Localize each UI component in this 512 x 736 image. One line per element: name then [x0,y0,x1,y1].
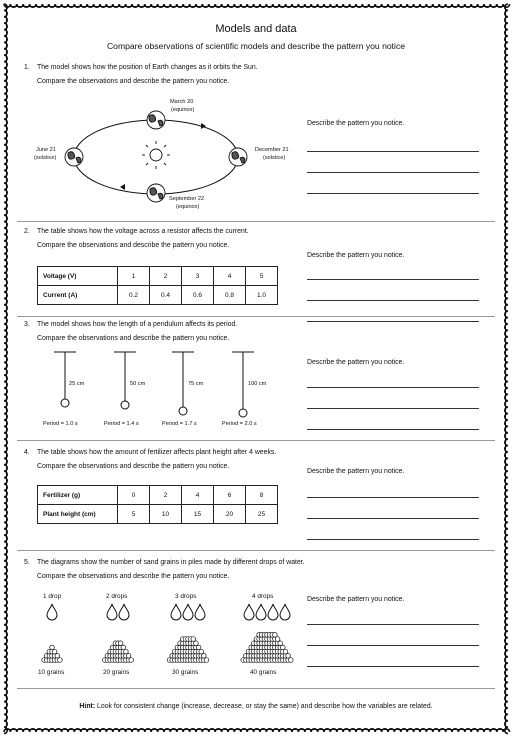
pendulum-bob [179,407,187,415]
sun-icon [142,141,170,169]
table-cell: 5 [118,505,150,524]
sand-grain [121,645,126,650]
pendulum-period: Period = 1.4 s [104,421,139,427]
orbit-path [74,120,238,194]
water-drop-icon [280,604,290,620]
orbit-label-june: June 21 [36,147,56,153]
table-cell: 0.6 [182,286,214,305]
table-cell: 25 [246,505,278,524]
drop-count-label: 3 drops [175,593,197,600]
table-cell: 6 [214,486,246,505]
pendulum-bob [239,409,247,417]
q5-describe-label: Describe the pattern you notice. [307,596,405,603]
q1-answer-line[interactable] [307,151,479,152]
water-drop-icon [244,604,254,620]
table-cell: 4 [214,267,246,286]
earth-icon [147,111,165,129]
orbit-label-september: September 22 [169,196,205,202]
grain-count-label: 10 grains [38,669,65,676]
q3-line2: Compare the observations and describe the pattern you notice. [37,335,230,342]
q4-line1: The table shows how the amount of fertilizer affects plant height after 4 weeks. [37,449,277,456]
sand-grain [118,641,123,646]
sand-grain [52,649,57,654]
table-cell: 2 [150,486,182,505]
sand-grain [273,633,278,638]
grain-count-label: 30 grains [172,669,199,676]
sand-grain [126,654,131,659]
sand-grain [278,641,283,646]
table-cell: 4 [182,486,214,505]
water-drop-icon [47,604,57,620]
sand-grain [289,658,294,663]
divider [17,316,495,317]
sand-grain [124,649,129,654]
table-cell: 3 [182,267,214,286]
orbit-arrow-icon [201,123,206,129]
hint-label: Hint: [79,703,96,710]
orbit-label-december: December 21 [255,147,289,153]
table-cell: 20 [214,505,246,524]
q4-answer-line[interactable] [307,518,479,519]
table-cell: 0.4 [150,286,182,305]
earth-icon [229,148,247,166]
water-drop-icon [107,604,117,620]
drop-count-label: 2 drops [106,593,128,600]
divider [17,550,495,551]
pendulum-bob [121,401,129,409]
q3-number: 3. [24,321,30,328]
sand-grain [202,654,207,659]
orbit-label-september-sub: (equinox) [176,204,200,210]
orbit-arrow-icon [120,184,125,190]
drop-count-label: 4 drops [252,593,274,600]
table-cell: 0.8 [214,286,246,305]
table-cell: 0 [118,486,150,505]
q2-line2: Compare the observations and describe the pattern you notice. [37,242,230,249]
sand-grain [129,658,134,663]
sand-grain [196,645,201,650]
q3-answer-line[interactable] [307,429,479,430]
sand-grain [58,658,63,663]
q4-table [37,485,278,524]
hint-text: Look for consistent change (increase, decrease, or stay the same) and describe how the variables are related. [97,703,433,710]
sand-grain [286,654,291,659]
table-header: Fertilizer (g) [38,486,118,505]
q3-answer-line[interactable] [307,408,479,409]
q1-line1: The model shows how the position of Earth changes as it orbits the Sun. [37,64,258,71]
q2-answer-line[interactable] [307,279,479,280]
divider [17,440,495,441]
q5-line2: Compare the observations and describe the pattern you notice. [37,573,230,580]
pendulum-length: 25 cm [69,381,85,387]
q1-answer-line[interactable] [307,172,479,173]
q3-answer-line[interactable] [307,387,479,388]
table-cell: 1 [118,267,150,286]
pendulum-bob [61,399,69,407]
q4-line2: Compare the observations and describe the pattern you notice. [37,463,230,470]
orbit-label-june-sub: (solstice) [34,155,57,161]
q5-number: 5. [24,559,30,566]
sand-grain [283,649,288,654]
pendulum-period: Period = 1.0 s [43,421,78,427]
pendulum-length: 50 cm [130,381,146,387]
grain-count-label: 20 grains [103,669,130,676]
q4-answer-line[interactable] [307,539,479,540]
orbit-label-december-sub: (solstice) [263,155,286,161]
sand-piles-diagram [28,600,303,666]
q5-answer-line[interactable] [307,645,479,646]
q2-table [37,266,278,305]
sand-grain [50,645,55,650]
q1-answer-line[interactable] [307,193,479,194]
water-drop-icon [195,604,205,620]
q1-describe-label: Describe the pattern you notice. [307,120,405,127]
table-cell: 5 [246,267,278,286]
q2-line1: The table shows how the voltage across a resistor affects the current. [37,228,249,235]
pendulum-period: Period = 2.0 s [222,421,257,427]
page-title: Models and data [215,23,297,35]
table-cell: 2 [150,267,182,286]
page-subtitle: Compare observations of scientific models and describe the pattern you notice [106,41,406,51]
water-drop-icon [119,604,129,620]
earth-icon [65,148,83,166]
q4-number: 4. [24,449,30,456]
drop-count-label: 1 drop [43,593,62,600]
q5-answer-line[interactable] [307,624,479,625]
pendulum-length: 100 cm [248,381,267,387]
q2-describe-label: Describe the pattern you notice. [307,252,405,259]
q3-line1: The model shows how the length of a pendulum affects its period. [37,321,238,328]
table-cell: 0.2 [118,286,150,305]
pendulum-period: Period = 1.7 s [162,421,197,427]
table-header: Current (A) [38,286,118,305]
q5-answer-line[interactable] [307,666,479,667]
water-drop-icon [171,604,181,620]
sand-grain [281,645,286,650]
sand-grain [191,637,196,642]
q4-answer-line[interactable] [307,497,479,498]
q4-describe-label: Describe the pattern you notice. [307,468,405,475]
divider [17,221,495,222]
q5-line1: The diagrams show the number of sand grains in piles made by different drops of water. [37,559,305,566]
q1-line2: Compare the observations and describe the pattern you notice. [37,78,230,85]
q2-answer-line[interactable] [307,321,479,322]
water-drop-icon [183,604,193,620]
pendulum-length: 75 cm [188,381,204,387]
sand-grain [199,649,204,654]
table-cell: 8 [246,486,278,505]
table-cell: 15 [182,505,214,524]
sand-grain [204,658,209,663]
water-drop-icon [268,604,278,620]
hint [0,704,512,711]
q2-number: 2. [24,228,30,235]
water-drop-icon [256,604,266,620]
grain-count-label: 40 grains [250,669,277,676]
table-header: Voltage (V) [38,267,118,286]
table-header: Plant height (cm) [38,505,118,524]
earth-icon [147,184,165,202]
sand-grain [194,641,199,646]
q1-number: 1. [24,64,30,71]
sand-grain [55,654,60,659]
divider [17,688,495,689]
table-cell: 1.0 [246,286,278,305]
orbit-label-march-sub: (equinox) [171,107,195,113]
orbit-label-march: March 20 [170,99,194,105]
table-cell: 10 [150,505,182,524]
sand-grain [275,637,280,642]
q3-describe-label: Describe the pattern you notice. [307,359,405,366]
q2-answer-line[interactable] [307,300,479,301]
